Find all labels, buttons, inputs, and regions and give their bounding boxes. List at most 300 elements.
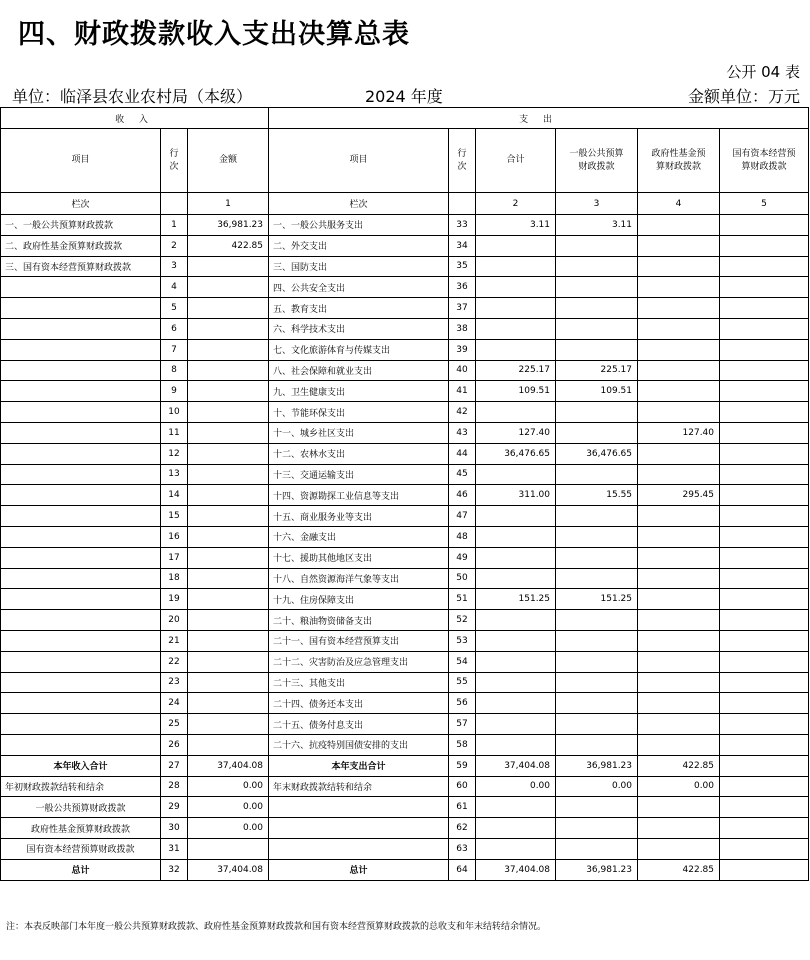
state-capital-cell	[720, 298, 809, 319]
income-rowno-cell: 17	[161, 547, 188, 568]
state-capital-cell	[720, 838, 809, 859]
income-rowno-cell: 15	[161, 506, 188, 527]
expense-rowno-cell: 51	[449, 589, 476, 610]
income-amount-cell	[188, 610, 269, 631]
expense-total-header: 合计	[476, 129, 556, 193]
general-budget-cell	[556, 838, 638, 859]
income-amount-cell	[188, 360, 269, 381]
gov-fund-cell	[638, 526, 720, 547]
expense-rowno-cell: 39	[449, 339, 476, 360]
expense-item-cell: 本年支出合计	[269, 755, 449, 776]
general-budget-cell	[556, 818, 638, 839]
income-amount-cell	[188, 339, 269, 360]
expense-item-cell: 六、科学技术支出	[269, 318, 449, 339]
state-capital-cell	[720, 755, 809, 776]
income-rowno-cell: 28	[161, 776, 188, 797]
state-capital-cell	[720, 630, 809, 651]
general-budget-cell	[556, 277, 638, 298]
expense-total-cell: 0.00	[476, 776, 556, 797]
expense-rowno-header: 行次	[449, 129, 476, 193]
table-row	[1, 568, 809, 589]
gov-fund-cell: 422.85	[638, 755, 720, 776]
header-row-col-numbers	[1, 193, 809, 215]
income-col-blank	[161, 193, 188, 215]
expense-rowno-cell: 62	[449, 818, 476, 839]
income-amount-cell: 0.00	[188, 818, 269, 839]
gov-fund-cell	[638, 651, 720, 672]
state-capital-cell	[720, 818, 809, 839]
income-item-cell	[1, 672, 161, 693]
income-amount-cell	[188, 443, 269, 464]
income-rowno-cell: 14	[161, 485, 188, 506]
general-budget-cell: 15.55	[556, 485, 638, 506]
header-row-columns	[1, 129, 809, 193]
expense-item-cell: 二十一、国有资本经营预算支出	[269, 630, 449, 651]
income-rowno-cell: 11	[161, 422, 188, 443]
income-rowno-cell: 29	[161, 797, 188, 818]
table-row	[1, 610, 809, 631]
expense-rowno-cell: 43	[449, 422, 476, 443]
income-rowno-cell: 9	[161, 381, 188, 402]
income-item-cell	[1, 506, 161, 527]
income-amount-cell	[188, 485, 269, 506]
income-rowno-cell: 6	[161, 318, 188, 339]
income-amount-cell	[188, 298, 269, 319]
income-rowno-cell: 19	[161, 589, 188, 610]
income-item-cell: 三、国有资本经营预算财政拨款	[1, 256, 161, 277]
expense-rowno-cell: 57	[449, 714, 476, 735]
gov-fund-cell	[638, 672, 720, 693]
expense-total-cell	[476, 256, 556, 277]
state-capital-cell	[720, 672, 809, 693]
expense-col-blank	[449, 193, 476, 215]
expense-total-cell	[476, 298, 556, 319]
expense-rowno-cell: 44	[449, 443, 476, 464]
state-capital-cell	[720, 215, 809, 236]
table-row	[1, 776, 809, 797]
expense-item-cell: 二十四、债务还本支出	[269, 693, 449, 714]
expense-total-cell: 36,476.65	[476, 443, 556, 464]
table-row	[1, 838, 809, 859]
expense-total-cell	[476, 734, 556, 755]
expense-item-cell: 十四、资源勘探工业信息等支出	[269, 485, 449, 506]
general-budget-cell: 36,981.23	[556, 755, 638, 776]
gov-fund-cell	[638, 256, 720, 277]
general-budget-cell	[556, 256, 638, 277]
expense-rowno-cell: 42	[449, 402, 476, 423]
expense-rowno-cell: 50	[449, 568, 476, 589]
general-budget-cell	[556, 714, 638, 735]
general-budget-cell	[556, 318, 638, 339]
table-row	[1, 693, 809, 714]
general-budget-cell: 151.25	[556, 589, 638, 610]
income-amount-cell	[188, 402, 269, 423]
gov-fund-cell: 0.00	[638, 776, 720, 797]
gov-fund-cell	[638, 734, 720, 755]
income-rowno-cell: 22	[161, 651, 188, 672]
state-capital-cell	[720, 360, 809, 381]
income-amount-cell	[188, 672, 269, 693]
gov-fund-cell	[638, 589, 720, 610]
table-row	[1, 381, 809, 402]
expense-section-header: 支 出	[269, 108, 809, 129]
table-row	[1, 755, 809, 776]
expense-total-cell: 225.17	[476, 360, 556, 381]
expense-item-cell	[269, 818, 449, 839]
general-budget-cell	[556, 464, 638, 485]
expense-total-cell	[476, 714, 556, 735]
general-budget-cell	[556, 402, 638, 423]
expense-item-header: 项目	[269, 129, 449, 193]
state-capital-cell	[720, 402, 809, 423]
income-rowno-cell: 24	[161, 693, 188, 714]
income-amount-cell: 36,981.23	[188, 215, 269, 236]
income-amount-cell	[188, 568, 269, 589]
gov-fund-cell	[638, 339, 720, 360]
general-budget-cell	[556, 651, 638, 672]
state-capital-cell	[720, 339, 809, 360]
expense-rowno-cell: 52	[449, 610, 476, 631]
expense-total-cell: 127.40	[476, 422, 556, 443]
expense-total-cell	[476, 339, 556, 360]
income-amount-cell	[188, 714, 269, 735]
general-budget-cell	[556, 734, 638, 755]
income-item-cell	[1, 402, 161, 423]
income-item-cell	[1, 464, 161, 485]
expense-total-cell	[476, 651, 556, 672]
expense-total-cell	[476, 235, 556, 256]
table-row	[1, 298, 809, 319]
table-row	[1, 589, 809, 610]
expense-item-cell: 二十五、债务付息支出	[269, 714, 449, 735]
expense-total-cell	[476, 672, 556, 693]
gov-fund-cell	[638, 215, 720, 236]
expense-total-cell	[476, 318, 556, 339]
expense-item-cell: 十六、金融支出	[269, 526, 449, 547]
expense-item-cell: 十三、交通运输支出	[269, 464, 449, 485]
general-budget-cell	[556, 693, 638, 714]
general-budget-cell: 109.51	[556, 381, 638, 402]
income-amount-cell: 0.00	[188, 797, 269, 818]
income-rowno-cell: 1	[161, 215, 188, 236]
general-budget-cell	[556, 526, 638, 547]
gov-fund-cell	[638, 693, 720, 714]
expense-total-cell	[476, 464, 556, 485]
income-item-cell: 一般公共预算财政拨款	[1, 797, 161, 818]
income-item-cell	[1, 422, 161, 443]
expense-item-cell: 十九、住房保障支出	[269, 589, 449, 610]
table-row	[1, 443, 809, 464]
table-row	[1, 859, 809, 880]
income-amount-cell	[188, 589, 269, 610]
income-rowno-cell: 21	[161, 630, 188, 651]
income-rowno-cell: 4	[161, 277, 188, 298]
expense-item-cell: 九、卫生健康支出	[269, 381, 449, 402]
income-item-cell: 政府性基金预算财政拨款	[1, 818, 161, 839]
table-row	[1, 256, 809, 277]
year-label: 2024 年度	[365, 87, 443, 106]
expense-rowno-cell: 33	[449, 215, 476, 236]
gov-fund-cell	[638, 464, 720, 485]
income-amount-cell	[188, 422, 269, 443]
general-budget-cell	[556, 547, 638, 568]
expense-total-cell	[476, 277, 556, 298]
table-row	[1, 672, 809, 693]
state-capital-cell	[720, 797, 809, 818]
income-item-cell	[1, 651, 161, 672]
state-capital-cell	[720, 485, 809, 506]
expense-col-label: 栏次	[269, 193, 449, 215]
general-budget-cell	[556, 630, 638, 651]
gov-fund-cell	[638, 235, 720, 256]
expense-total-cell: 151.25	[476, 589, 556, 610]
table-row	[1, 818, 809, 839]
table-row	[1, 797, 809, 818]
gov-fund-cell	[638, 298, 720, 319]
income-item-cell	[1, 339, 161, 360]
expense-item-cell: 二十二、灾害防治及应急管理支出	[269, 651, 449, 672]
state-capital-cell	[720, 714, 809, 735]
state-capital-header: 国有资本经营预算财政拨款	[720, 129, 809, 193]
table-row	[1, 464, 809, 485]
income-item-cell	[1, 693, 161, 714]
table-row	[1, 506, 809, 527]
income-item-cell	[1, 589, 161, 610]
table-row	[1, 485, 809, 506]
income-amount-cell	[188, 526, 269, 547]
expense-rowno-cell: 54	[449, 651, 476, 672]
income-amount-cell	[188, 506, 269, 527]
expense-total-cell	[476, 402, 556, 423]
general-budget-cell	[556, 610, 638, 631]
expense-rowno-cell: 60	[449, 776, 476, 797]
expense-item-cell: 八、社会保障和就业支出	[269, 360, 449, 381]
expense-item-cell: 总计	[269, 859, 449, 880]
income-amount-cell	[188, 630, 269, 651]
expense-total-cell	[476, 797, 556, 818]
expense-item-cell: 十八、自然资源海洋气象等支出	[269, 568, 449, 589]
state-capital-cell	[720, 381, 809, 402]
state-capital-cell	[720, 859, 809, 880]
table-row	[1, 215, 809, 236]
state-capital-cell	[720, 506, 809, 527]
income-rowno-cell: 26	[161, 734, 188, 755]
expense-item-cell: 十二、农林水支出	[269, 443, 449, 464]
gov-fund-cell	[638, 381, 720, 402]
income-amount-cell	[188, 277, 269, 298]
state-capital-cell	[720, 318, 809, 339]
expense-item-cell: 十、节能环保支出	[269, 402, 449, 423]
expense-item-cell: 四、公共安全支出	[269, 277, 449, 298]
general-budget-cell	[556, 235, 638, 256]
table-row	[1, 547, 809, 568]
state-capital-cell	[720, 422, 809, 443]
income-item-cell: 年初财政拨款结转和结余	[1, 776, 161, 797]
general-budget-cell	[556, 797, 638, 818]
expense-item-cell: 七、文化旅游体育与传媒支出	[269, 339, 449, 360]
state-capital-cell	[720, 277, 809, 298]
income-item-cell	[1, 610, 161, 631]
income-item-cell	[1, 568, 161, 589]
income-rowno-cell: 27	[161, 755, 188, 776]
income-item-cell: 一、一般公共预算财政拨款	[1, 215, 161, 236]
gov-fund-cell: 422.85	[638, 859, 720, 880]
general-budget-cell	[556, 506, 638, 527]
expense-rowno-cell: 59	[449, 755, 476, 776]
income-amount-cell	[188, 318, 269, 339]
gov-fund-header: 政府性基金预算财政拨款	[638, 129, 720, 193]
expense-total-cell: 311.00	[476, 485, 556, 506]
expense-item-cell	[269, 797, 449, 818]
state-capital-cell	[720, 526, 809, 547]
table-row	[1, 734, 809, 755]
expense-total-cell	[476, 610, 556, 631]
income-amount-cell	[188, 651, 269, 672]
income-rowno-cell: 32	[161, 859, 188, 880]
col-number-1: 1	[188, 193, 269, 215]
table-row	[1, 526, 809, 547]
income-item-cell: 本年收入合计	[1, 755, 161, 776]
income-amount-cell	[188, 256, 269, 277]
expense-total-cell	[476, 838, 556, 859]
col-number-4: 4	[638, 193, 720, 215]
expense-rowno-cell: 56	[449, 693, 476, 714]
table-row	[1, 318, 809, 339]
table-row	[1, 422, 809, 443]
expense-total-cell: 3.11	[476, 215, 556, 236]
expense-item-cell: 五、教育支出	[269, 298, 449, 319]
income-amount-cell	[188, 464, 269, 485]
income-item-cell	[1, 360, 161, 381]
income-rowno-header: 行次	[161, 129, 188, 193]
gov-fund-cell	[638, 818, 720, 839]
table-row	[1, 339, 809, 360]
income-rowno-cell: 30	[161, 818, 188, 839]
general-budget-cell	[556, 298, 638, 319]
income-amount-cell: 37,404.08	[188, 755, 269, 776]
expense-total-cell	[476, 526, 556, 547]
income-item-cell	[1, 298, 161, 319]
expense-rowno-cell: 58	[449, 734, 476, 755]
income-rowno-cell: 25	[161, 714, 188, 735]
income-amount-cell: 0.00	[188, 776, 269, 797]
income-item-cell: 国有资本经营预算财政拨款	[1, 838, 161, 859]
page-title: 四、财政拨款收入支出决算总表	[18, 19, 410, 50]
general-budget-cell	[556, 568, 638, 589]
income-rowno-cell: 2	[161, 235, 188, 256]
gov-fund-cell	[638, 277, 720, 298]
budget-table	[0, 107, 809, 881]
col-number-3: 3	[556, 193, 638, 215]
income-amount-cell	[188, 693, 269, 714]
income-amount-cell: 422.85	[188, 235, 269, 256]
income-item-header: 项目	[1, 129, 161, 193]
general-budget-cell: 3.11	[556, 215, 638, 236]
unit-label: 单位：临泽县农业农村局（本级）	[12, 87, 253, 106]
money-unit-label: 金额单位：万元	[687, 87, 800, 106]
income-item-cell	[1, 547, 161, 568]
expense-item-cell: 十五、商业服务业等支出	[269, 506, 449, 527]
expense-rowno-cell: 48	[449, 526, 476, 547]
expense-rowno-cell: 41	[449, 381, 476, 402]
income-item-cell	[1, 485, 161, 506]
income-amount-header: 金额	[188, 129, 269, 193]
income-rowno-cell: 12	[161, 443, 188, 464]
gov-fund-cell	[638, 568, 720, 589]
income-rowno-cell: 10	[161, 402, 188, 423]
income-rowno-cell: 23	[161, 672, 188, 693]
state-capital-cell	[720, 734, 809, 755]
state-capital-cell	[720, 464, 809, 485]
expense-rowno-cell: 55	[449, 672, 476, 693]
state-capital-cell	[720, 235, 809, 256]
table-row	[1, 402, 809, 423]
expense-item-cell: 十七、援助其他地区支出	[269, 547, 449, 568]
general-budget-cell: 36,981.23	[556, 859, 638, 880]
expense-total-cell: 37,404.08	[476, 755, 556, 776]
general-budget-cell	[556, 339, 638, 360]
expense-rowno-cell: 45	[449, 464, 476, 485]
expense-item-cell: 十一、城乡社区支出	[269, 422, 449, 443]
expense-total-cell	[476, 568, 556, 589]
income-item-cell: 总计	[1, 859, 161, 880]
state-capital-cell	[720, 256, 809, 277]
table-row	[1, 235, 809, 256]
gov-fund-cell	[638, 506, 720, 527]
expense-total-cell	[476, 630, 556, 651]
expense-rowno-cell: 63	[449, 838, 476, 859]
expense-item-cell: 二十三、其他支出	[269, 672, 449, 693]
income-item-cell	[1, 526, 161, 547]
gov-fund-cell	[638, 318, 720, 339]
income-amount-cell	[188, 381, 269, 402]
expense-rowno-cell: 49	[449, 547, 476, 568]
expense-item-cell: 年末财政拨款结转和结余	[269, 776, 449, 797]
income-rowno-cell: 16	[161, 526, 188, 547]
table-row	[1, 277, 809, 298]
expense-rowno-cell: 34	[449, 235, 476, 256]
state-capital-cell	[720, 693, 809, 714]
income-item-cell	[1, 443, 161, 464]
expense-rowno-cell: 47	[449, 506, 476, 527]
state-capital-cell	[720, 547, 809, 568]
income-item-cell: 二、政府性基金预算财政拨款	[1, 235, 161, 256]
expense-total-cell	[476, 818, 556, 839]
expense-rowno-cell: 36	[449, 277, 476, 298]
expense-total-cell: 109.51	[476, 381, 556, 402]
general-budget-cell: 225.17	[556, 360, 638, 381]
header-row-sections	[1, 108, 809, 129]
expense-item-cell	[269, 838, 449, 859]
expense-rowno-cell: 64	[449, 859, 476, 880]
income-rowno-cell: 18	[161, 568, 188, 589]
income-rowno-cell: 13	[161, 464, 188, 485]
expense-item-cell: 二十六、抗疫特别国债安排的支出	[269, 734, 449, 755]
expense-rowno-cell: 38	[449, 318, 476, 339]
expense-total-cell	[476, 506, 556, 527]
expense-total-cell	[476, 547, 556, 568]
gov-fund-cell: 127.40	[638, 422, 720, 443]
gov-fund-cell	[638, 838, 720, 859]
income-item-cell	[1, 318, 161, 339]
state-capital-cell	[720, 589, 809, 610]
table-row	[1, 714, 809, 735]
expense-rowno-cell: 53	[449, 630, 476, 651]
gov-fund-cell: 295.45	[638, 485, 720, 506]
income-item-cell	[1, 734, 161, 755]
income-rowno-cell: 5	[161, 298, 188, 319]
general-budget-cell	[556, 422, 638, 443]
